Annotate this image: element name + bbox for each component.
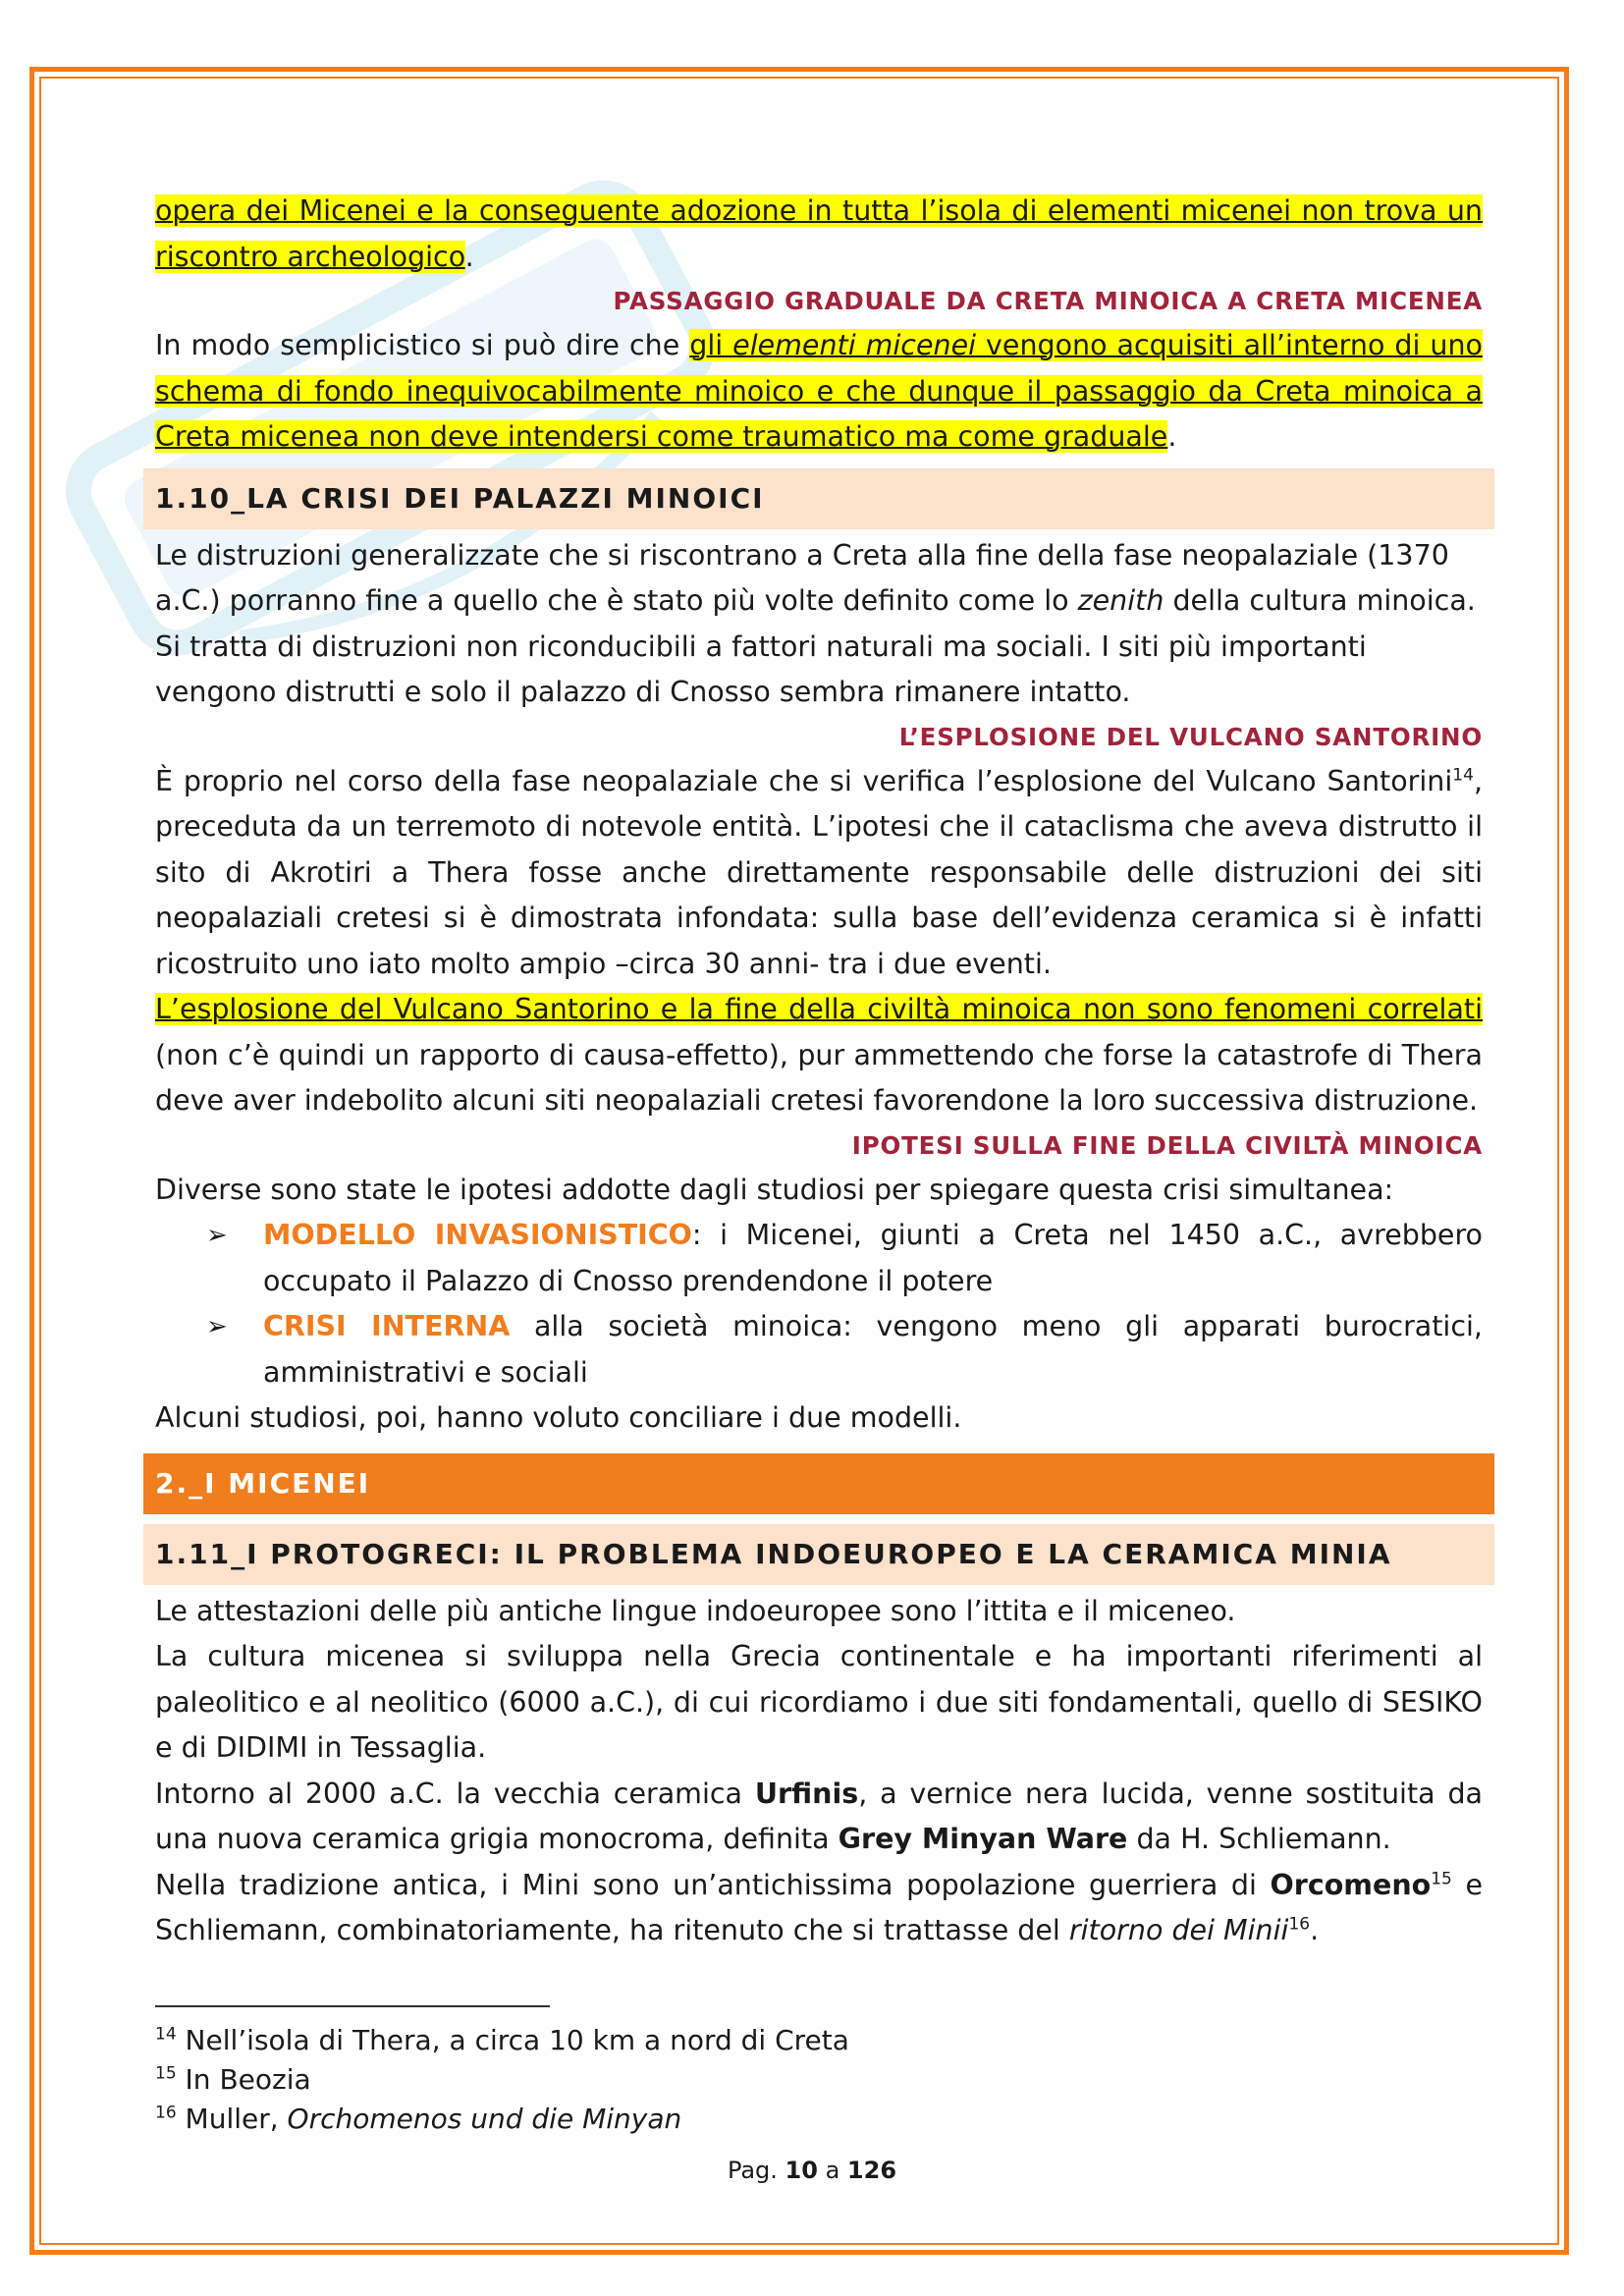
footnote-ref-16[interactable]: 16 bbox=[1288, 1914, 1311, 1935]
list-item: ➢ CRISI INTERNA alla società minoica: vengono meno gli apparati burocratici, amministrativi e sociali bbox=[155, 1304, 1483, 1395]
page-number: Pag. 10 a 126 bbox=[727, 2157, 897, 2184]
footnotes bbox=[155, 2021, 849, 2139]
section-heading-1-10: 1.10_LA CRISI DEI PALAZZI MINOICI bbox=[143, 468, 1494, 529]
paragraph-conciliare: Alcuni studiosi, poi, hanno voluto conciliare i due modelli. bbox=[155, 1401, 962, 1434]
footnote-divider bbox=[155, 2005, 550, 2007]
paragraph-passaggio: In modo semplicistico si può dire che gli elementi micenei vengono acquisiti all’interno di uno schema di fondo inequivocabilmente minoico e che dunque il passaggio da Creta minoica a Creta micenea non deve intendersi come traumatico ma come graduale. bbox=[155, 329, 1483, 453]
paragraph-mini: Nella tradizione antica, i Mini sono un’antichissima popolazione guerriera di Orcomeno$^{15}$ e Schliemann, combinatoriamente, ha ritenuto che si trattasse del ritorno dei Minii$^{16}$. bbox=[155, 1868, 1483, 1946]
footnote-ref-15[interactable]: 15 bbox=[1431, 1869, 1452, 1888]
arrow-bullet-icon: ➢ bbox=[206, 1221, 228, 1250]
paragraph-cause-sociali: Si tratta di distruzioni non riconducibili a fattori naturali ma sociali. I siti più importanti vengono distrutti e solo il palazzo di Cnosso sembra rimanere intatto. bbox=[155, 629, 1367, 708]
subheading-passaggio-graduale: PASSAGGIO GRADUALE DA CRETA MINOICA A CRETA MICENEA bbox=[613, 287, 1483, 315]
page-content bbox=[155, 189, 1483, 1954]
footnote-ref-14[interactable]: 14 bbox=[1452, 765, 1474, 785]
list-item: ➢ MODELLO INVASIONISTICO: i Micenei, giunti a Creta nel 1450 a.C., avrebbero occupato il Palazzo di Cnosso prendendone il potere bbox=[155, 1213, 1483, 1304]
footnote-14: $^{14}$ Nell’isola di Thera, a circa 10 km a nord di Creta bbox=[155, 2024, 849, 2056]
section-heading-1-11: 1.11_I PROTOGRECI: IL PROBLEMA INDOEUROPEO E LA CERAMICA MINIA bbox=[143, 1524, 1494, 1585]
paragraph-ceramica: Intorno al 2000 a.C. la vecchia ceramica Urfinis, a vernice nera lucida, venne sostituita da una nuova ceramica grigia monocroma, definita Grey Minyan Ware da H. Schliemann. bbox=[155, 1777, 1483, 1855]
highlight-text: gli elementi micenei vengono acquisiti all’interno di uno schema di fondo inequivocabilmente minoico e che dunque il passaggio da Creta minoica a Creta micenea non deve intendersi come traumatico ma come graduale bbox=[155, 329, 1483, 453]
footnote-16: $^{16}$ Muller, Orchomenos und die Minyan bbox=[155, 2103, 682, 2135]
highlight-text: L’esplosione del Vulcano Santorino e la fine della civiltà minoica non sono fenomeni correlati bbox=[155, 993, 1483, 1025]
paragraph-lingue: Le attestazioni delle più antiche lingue indoeuropee sono l’ittita e il miceneo. bbox=[155, 1594, 1236, 1627]
paragraph-non-correlati: L’esplosione del Vulcano Santorino e la fine della civiltà minoica non sono fenomeni correlati (non c’è quindi un rapporto di causa-effetto), pur ammettendo che forse la catastrofe di Thera deve aver indebolito alcuni siti neopalaziali cretesi favorendone la loro successiva distruzione. bbox=[155, 993, 1483, 1117]
highlight-text: opera dei Micenei e la conseguente adozione in tutta l’isola di elementi micenei non trova un riscontro archeologico bbox=[155, 194, 1483, 273]
paragraph-cultura-micenea: La cultura micenea si sviluppa nella Grecia continentale e ha importanti riferimenti al paleolitico e al neolitico (6000 a.C.), di cui ricordiamo i due siti fondamentali, quello di SESIKO e di DIDIMI in Tessaglia. bbox=[155, 1640, 1483, 1764]
arrow-bullet-icon: ➢ bbox=[206, 1312, 228, 1341]
subheading-esplosione: L’ESPLOSIONE DEL VULCANO SANTORINO bbox=[898, 722, 1483, 751]
section-heading-2: 2._I MICENEI bbox=[143, 1453, 1494, 1514]
paragraph-santorini: È proprio nel corso della fase neopalaziale che si verifica l’esplosione del Vulcano Santorini$^{14}$, preceduta da un terremoto di notevole entità. L’ipotesi che il cataclisma che aveva distrutto il sito di Akrotiri a Thera fosse anche direttamente responsabile delle distruzioni dei siti neopalaziali cretesi si è dimostrata infondata: sulla base dell’evidenza ceramica si è infatti ricostruito uno iato molto ampio –circa 30 anni- tra i due eventi. bbox=[155, 764, 1483, 980]
paragraph-distruzioni: Le distruzioni generalizzate che si riscontrano a Creta alla fine della fase neopalaziale (1370 a.C.) porranno fine a quello che è stato più volte definito come lo zenith della cultura minoica. bbox=[155, 538, 1476, 617]
paragraph-minoan-adoption: opera dei Micenei e la conseguente adozione in tutta l’isola di elementi micenei non trova un riscontro archeologico. bbox=[155, 194, 1483, 273]
footnote-15: $^{15}$ In Beozia bbox=[155, 2063, 311, 2096]
subheading-ipotesi: IPOTESI SULLA FINE DELLA CIVILTÀ MINOICA bbox=[851, 1130, 1483, 1160]
paragraph-ipotesi-intro: Diverse sono state le ipotesi addotte dagli studiosi per spiegare questa crisi simultanea: bbox=[155, 1173, 1394, 1206]
